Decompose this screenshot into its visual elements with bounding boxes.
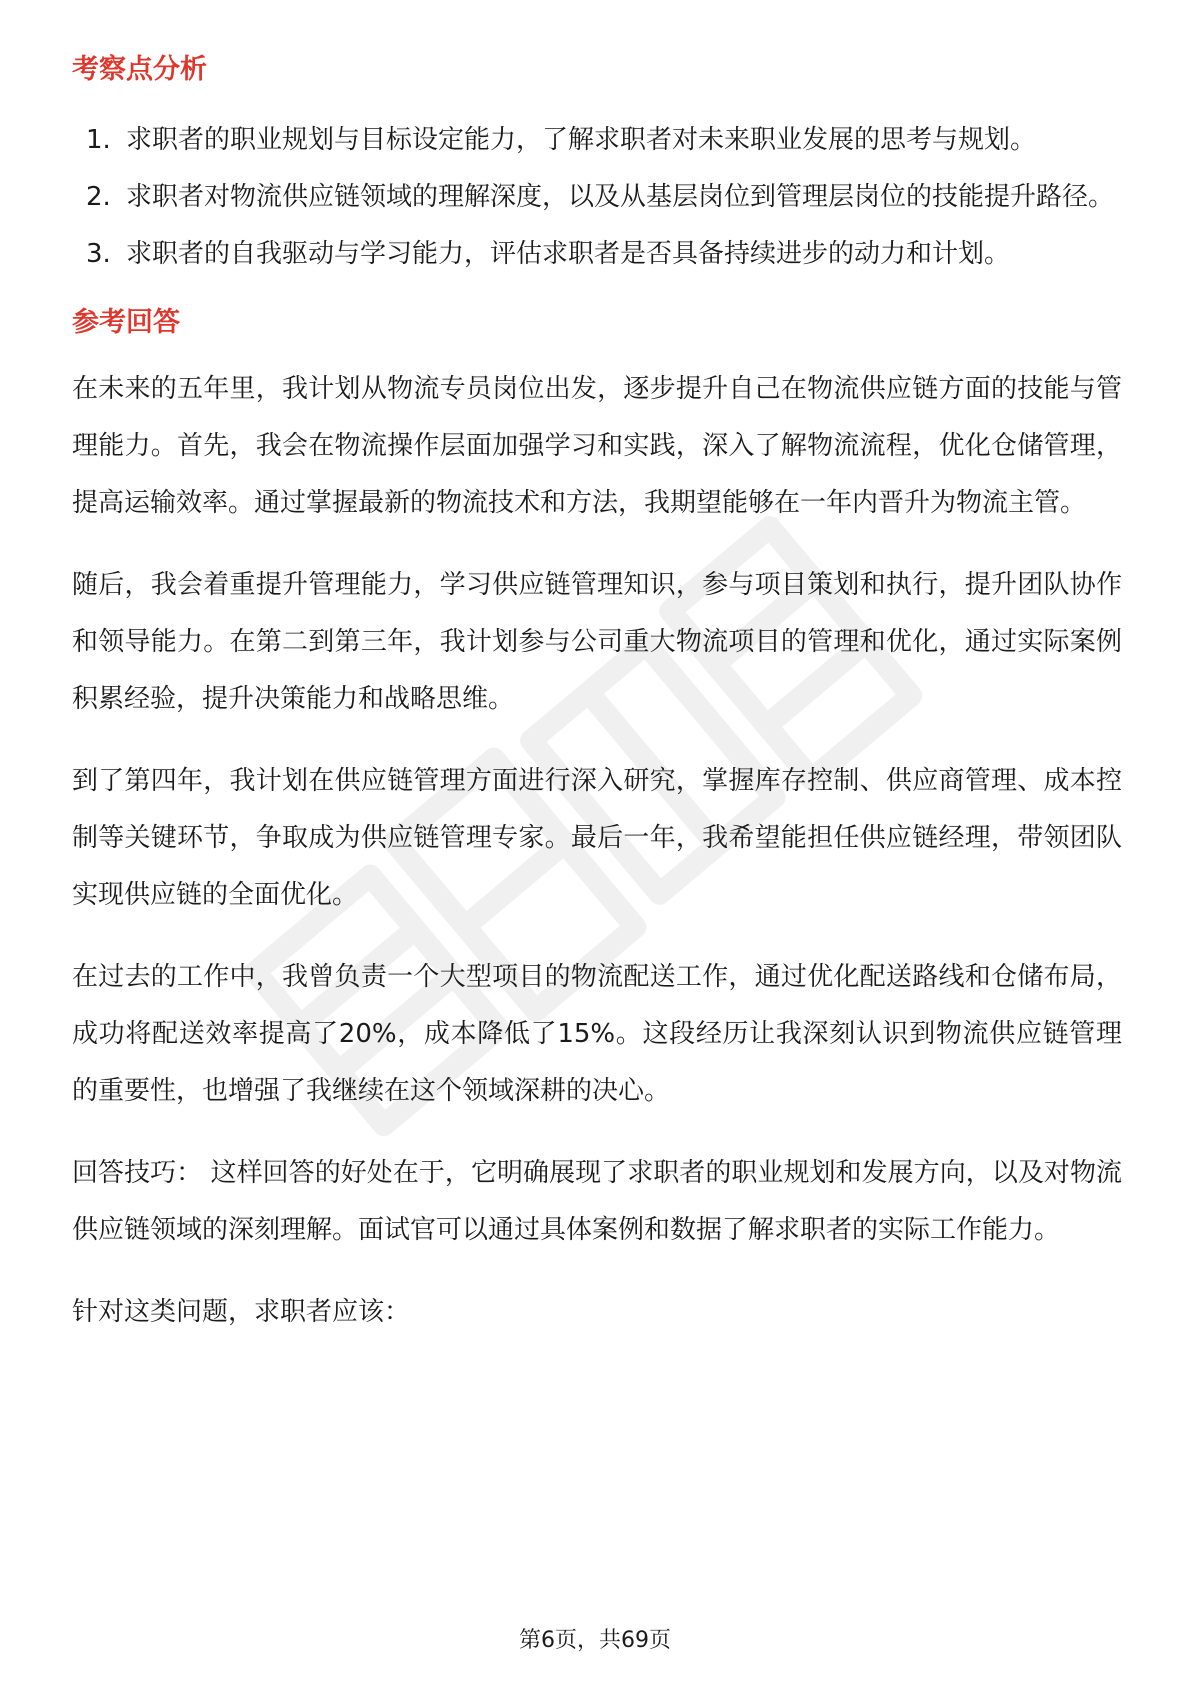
list-item — [72, 112, 1122, 169]
list-item-text: 求职者的自我驱动与学习能力，评估求职者是否具备持续进步的动力和计划。 — [126, 239, 1011, 269]
list-item-text: 求职者的职业规划与目标设定能力，了解求职者对未来职业发展的思考与规划。 — [126, 125, 1037, 155]
answer-paragraph: 在未来的五年里，我计划从物流专员岗位出发，逐步提升自己在物流供应链方面的技能与管理能力。首先，我会在物流操作层面加强学习和实践，深入了解物流流程，优化仓储管理，提高运输效率。通过掌握最新的物流技术和方法，我期望能够在一年内晋升为物流主管。 — [72, 374, 1122, 518]
answer-paragraph: 随后，我会着重提升管理能力，学习供应链管理知识，参与项目策划和执行，提升团队协作和领导能力。在第二到第三年，我计划参与公司重大物流项目的管理和优化，通过实际案例积累经验，提升决策能力和战略思维。 — [72, 570, 1122, 714]
advice-paragraph: 针对这类问题，求职者应该： — [72, 1297, 411, 1327]
list-item-number: 2. — [86, 182, 111, 212]
list-item-number: 3. — [86, 239, 111, 269]
answer-paragraph: 到了第四年，我计划在供应链管理方面进行深入研究，掌握库存控制、供应商管理、成本控制等关键环节，争取成为供应链管理专家。最后一年，我希望能担任供应链经理，带领团队实现供应链的全面优化。 — [72, 766, 1122, 910]
answer-paragraph: 在过去的工作中，我曾负责一个大型项目的物流配送工作，通过优化配送路线和仓储布局，成功将配送效率提高了20%，成本降低了15%。这段经历让我深刻认识到物流供应链管理的重要性，也增强了我继续在这个领域深耕的决心。 — [72, 962, 1122, 1106]
document-page — [72, 48, 1122, 1341]
analysis-heading: 考察点分析 — [72, 54, 207, 85]
list-item — [72, 169, 1122, 226]
answer-heading: 参考回答 — [72, 307, 180, 338]
analysis-list — [72, 112, 1122, 283]
tips-paragraph: 回答技巧： 这样回答的好处在于，它明确展现了求职者的职业规划和发展方向，以及对物流供应链领域的深刻理解。面试官可以通过具体案例和数据了解求职者的实际工作能力。 — [72, 1158, 1122, 1245]
list-item-number: 1. — [86, 125, 111, 155]
page-number: 第6页，共69页 — [519, 1628, 671, 1653]
list-item-text: 求职者对物流供应链领域的理解深度，以及从基层岗位到管理层岗位的技能提升路径。 — [126, 182, 1115, 212]
list-item — [72, 226, 1122, 283]
